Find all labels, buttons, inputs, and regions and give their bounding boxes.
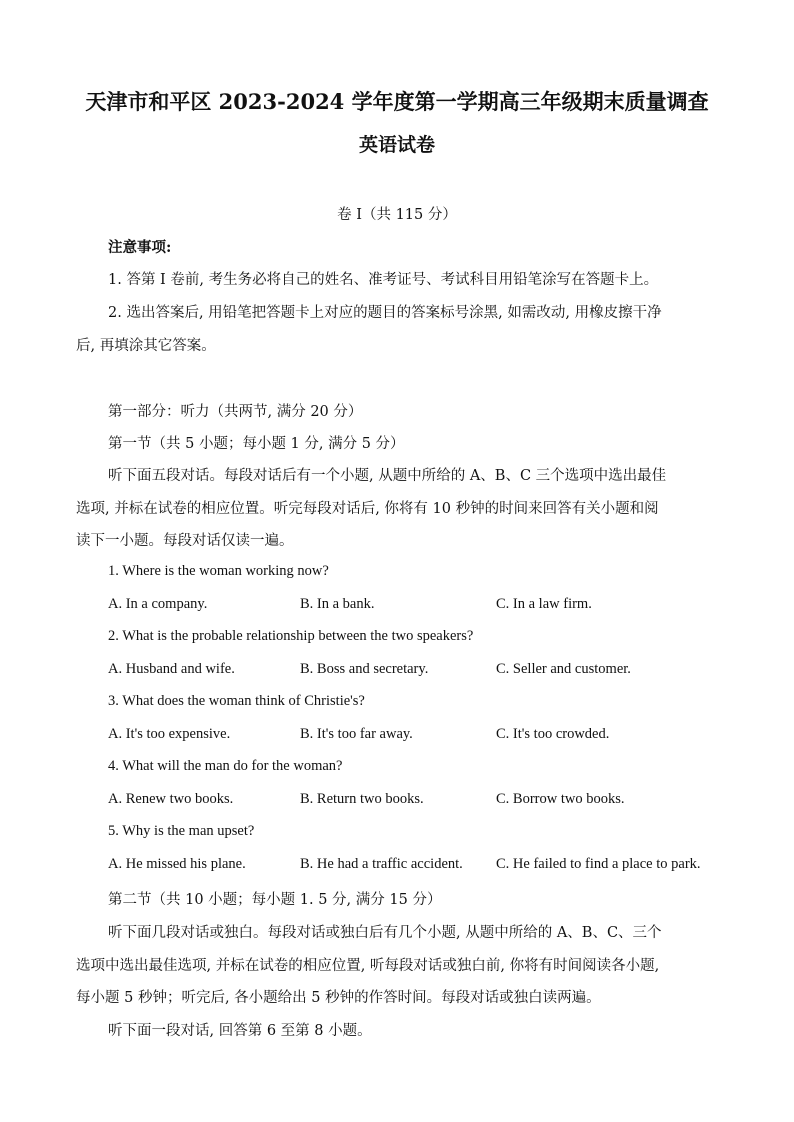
question-5-option-c: C. He failed to find a place to park. bbox=[496, 856, 701, 872]
question-3-option-a: A. It's too expensive. bbox=[108, 726, 231, 742]
section2-next-instruction: 听下面一段对话, 回答第 6 至第 8 小题。 bbox=[108, 1023, 372, 1039]
notice-item-2-line-2: 后, 再填涂其它答案。 bbox=[76, 338, 216, 354]
question-1-option-b: B. In a bank. bbox=[300, 596, 375, 612]
question-4-option-c: C. Borrow two books. bbox=[496, 791, 625, 807]
question-2-option-a: A. Husband and wife. bbox=[108, 661, 235, 677]
question-3-option-c: C. It's too crowded. bbox=[496, 726, 610, 742]
section2-instruction-line-1: 听下面几段对话或独白。每段对话或独白后有几个小题, 从题中所给的 A、B、C、三个 bbox=[108, 925, 662, 941]
section1-instruction-line-1: 听下面五段对话。每段对话后有一个小题, 从题中所给的 A、B、C 三个选项中选出最佳 bbox=[108, 468, 667, 484]
question-1-option-c: C. In a law firm. bbox=[496, 596, 592, 612]
notice-item-1: 1. 答第 I 卷前, 考生务必将自己的姓名、准考证号、考试科目用铅笔涂写在答题卡上。 bbox=[108, 272, 659, 288]
section1-heading: 第一节（共 5 小题；每小题 1 分, 满分 5 分） bbox=[108, 436, 405, 452]
question-2-option-b: B. Boss and secretary. bbox=[300, 661, 429, 677]
question-1-option-a: A. In a company. bbox=[108, 596, 208, 612]
exam-subtitle: 英语试卷 bbox=[358, 134, 435, 156]
question-5-option-b: B. He had a traffic accident. bbox=[300, 856, 463, 872]
notice-item-2-line-1: 2. 选出答案后, 用铅笔把答题卡上对应的题目的答案标号涂黑, 如需改动, 用橡皮擦干净 bbox=[108, 305, 662, 321]
question-5: 5. Why is the man upset? bbox=[108, 823, 255, 839]
notice-heading: 注意事项: bbox=[108, 239, 172, 256]
question-2-option-c: C. Seller and customer. bbox=[496, 661, 631, 677]
question-4: 4. What will the man do for the woman? bbox=[108, 758, 343, 774]
question-4-option-a: A. Renew two books. bbox=[108, 791, 234, 807]
section1-instruction-line-2: 选项, 并标在试卷的相应位置。听完每段对话后, 你将有 10 秒钟的时间来回答有关小题和阅 bbox=[76, 501, 659, 517]
question-3-option-b: B. It's too far away. bbox=[300, 726, 413, 742]
section2-instruction-line-2: 选项中选出最佳选项, 并标在试卷的相应位置, 听每段对话或独白前, 你将有时间阅读各小题, bbox=[76, 958, 660, 974]
question-4-option-b: B. Return two books. bbox=[300, 791, 424, 807]
section1-instruction-line-3: 读下一小题。每段对话仅读一遍。 bbox=[76, 533, 294, 549]
question-1: 1. Where is the woman working now? bbox=[108, 563, 329, 579]
question-3: 3. What does the woman think of Christie's? bbox=[108, 693, 365, 709]
question-5-option-a: A. He missed his plane. bbox=[108, 856, 246, 872]
question-2: 2. What is the probable relationship between the two speakers? bbox=[108, 628, 474, 644]
section2-heading: 第二节（共 10 小题；每小题 1. 5 分, 满分 15 分） bbox=[108, 892, 442, 908]
part1-heading: 第一部分：听力（共两节, 满分 20 分） bbox=[108, 404, 363, 420]
volume-label: 卷 I（共 115 分） bbox=[337, 207, 457, 223]
section2-instruction-line-3: 每小题 5 秒钟；听完后, 各小题给出 5 秒钟的作答时间。每段对话或独白读两遍。 bbox=[76, 990, 601, 1006]
exam-title: 天津市和平区 2023-2024 学年度第一学期高三年级期末质量调查 bbox=[85, 89, 709, 114]
